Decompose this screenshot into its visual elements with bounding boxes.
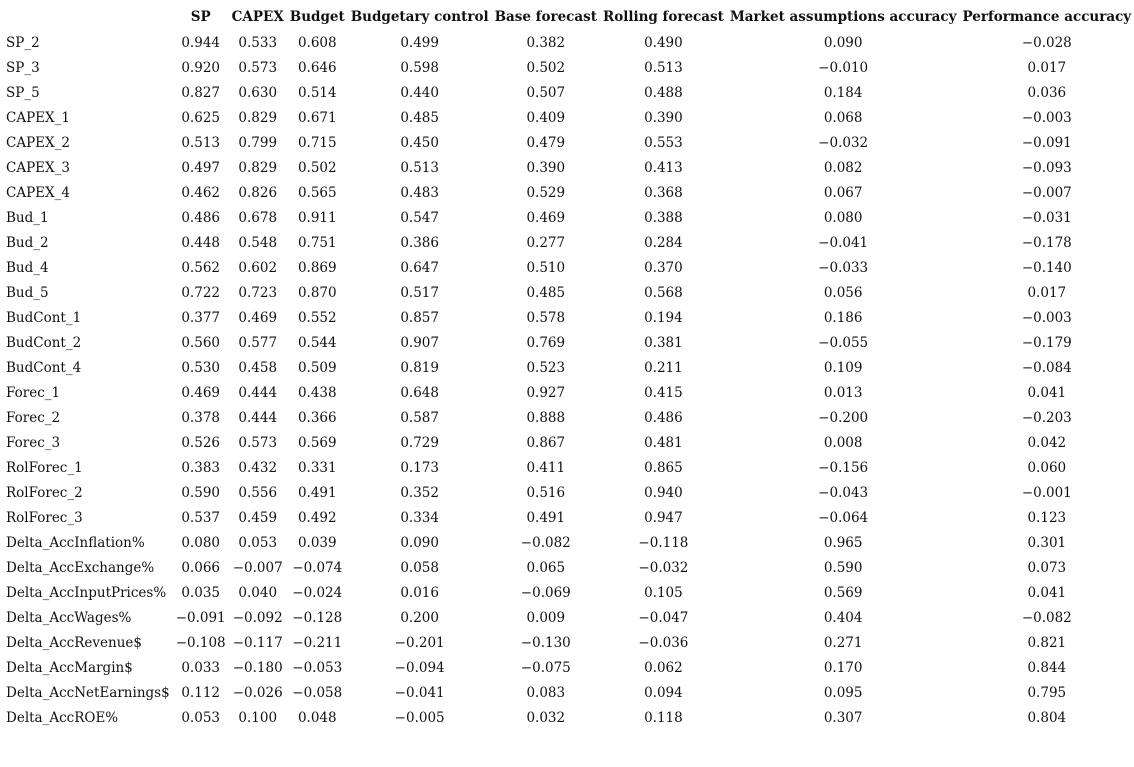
loading-value: 0.194 bbox=[644, 309, 683, 326]
loading-value: 0.094 bbox=[644, 684, 683, 701]
loading-value: 0.562 bbox=[181, 259, 220, 276]
loading-value: 0.458 bbox=[238, 359, 278, 376]
loading-value: 0.590 bbox=[181, 484, 220, 501]
loading-value: 0.123 bbox=[1027, 509, 1067, 526]
loading-value: −0.108 bbox=[175, 634, 226, 651]
loading-value: 0.390 bbox=[526, 159, 566, 176]
loading-value: 0.381 bbox=[644, 334, 683, 351]
row-label: CAPEX_3 bbox=[6, 159, 70, 176]
table-row bbox=[2, 130, 1134, 155]
loading-value: −0.026 bbox=[232, 684, 283, 701]
loading-value: 0.073 bbox=[1027, 559, 1067, 576]
loading-value: 0.352 bbox=[400, 484, 439, 501]
loading-value: 0.334 bbox=[400, 509, 439, 526]
column-header: Budgetary control bbox=[350, 9, 489, 25]
loading-value: 0.109 bbox=[823, 359, 863, 376]
column-header: SP bbox=[190, 9, 211, 25]
loading-value: 0.048 bbox=[297, 709, 337, 726]
loading-value: 0.867 bbox=[526, 434, 566, 451]
table-row bbox=[2, 630, 1134, 655]
loading-value: 0.382 bbox=[526, 34, 566, 51]
loading-value: 0.032 bbox=[526, 709, 566, 726]
table-row bbox=[2, 230, 1134, 255]
loading-value: 0.940 bbox=[644, 484, 683, 501]
loading-value: 0.870 bbox=[297, 284, 337, 301]
loading-value: 0.105 bbox=[644, 584, 683, 601]
loading-value: −0.118 bbox=[638, 534, 689, 551]
loading-value: 0.053 bbox=[181, 709, 220, 726]
loading-value: 0.438 bbox=[297, 384, 337, 401]
table-row bbox=[2, 330, 1134, 355]
row-label: RolForec_3 bbox=[6, 509, 83, 526]
row-label: Forec_2 bbox=[6, 409, 61, 426]
loading-value: 0.568 bbox=[644, 284, 683, 301]
column-header: Rolling forecast bbox=[602, 9, 724, 25]
table-row bbox=[2, 580, 1134, 605]
loading-value: −0.075 bbox=[520, 659, 571, 676]
row-label: CAPEX_4 bbox=[6, 184, 70, 201]
row-label: Forec_3 bbox=[6, 434, 61, 451]
loading-value: 0.118 bbox=[644, 709, 683, 726]
loading-value: 0.715 bbox=[297, 134, 337, 151]
row-label: SP_3 bbox=[6, 59, 40, 76]
loading-value: 0.386 bbox=[400, 234, 439, 251]
loading-value: 0.065 bbox=[526, 559, 566, 576]
loading-value: 0.514 bbox=[297, 84, 337, 101]
loading-value: 0.033 bbox=[181, 659, 220, 676]
loading-value: −0.055 bbox=[818, 334, 869, 351]
loading-value: −0.069 bbox=[520, 584, 571, 601]
loading-value: 0.569 bbox=[823, 584, 863, 601]
loading-value: −0.211 bbox=[292, 634, 343, 651]
loading-value: 0.533 bbox=[238, 34, 278, 51]
loading-value: 0.608 bbox=[297, 34, 337, 51]
loading-value: 0.039 bbox=[297, 534, 337, 551]
row-label: Delta_AccInputPrices% bbox=[6, 584, 167, 601]
loading-value: 0.560 bbox=[181, 334, 220, 351]
loading-value: 0.013 bbox=[823, 384, 863, 401]
loading-value: −0.031 bbox=[1021, 209, 1072, 226]
loading-value: 0.510 bbox=[526, 259, 566, 276]
loading-value: −0.130 bbox=[520, 634, 571, 651]
loading-value: 0.377 bbox=[181, 309, 220, 326]
loading-value: −0.007 bbox=[232, 559, 283, 576]
loading-value: 0.529 bbox=[526, 184, 566, 201]
table-row bbox=[2, 705, 1134, 730]
loading-value: 0.502 bbox=[526, 59, 566, 76]
loading-value: 0.507 bbox=[526, 84, 566, 101]
table-row bbox=[2, 680, 1134, 705]
row-label: Delta_AccInflation% bbox=[6, 534, 145, 551]
loading-value: 0.486 bbox=[644, 409, 683, 426]
loading-value: 0.602 bbox=[238, 259, 278, 276]
row-label: Bud_4 bbox=[6, 259, 49, 276]
loading-value: 0.556 bbox=[238, 484, 278, 501]
table-row bbox=[2, 305, 1134, 330]
loading-value: 0.865 bbox=[644, 459, 683, 476]
loading-value: 0.409 bbox=[526, 109, 566, 126]
loading-value: −0.091 bbox=[1021, 134, 1072, 151]
table-row bbox=[2, 80, 1134, 105]
loading-value: −0.010 bbox=[818, 59, 869, 76]
loading-value: 0.857 bbox=[400, 309, 439, 326]
loading-value: 0.450 bbox=[400, 134, 439, 151]
table-body bbox=[2, 30, 1134, 730]
loading-value: 0.448 bbox=[181, 234, 220, 251]
loading-value: −0.092 bbox=[232, 609, 283, 626]
loading-value: 0.080 bbox=[181, 534, 220, 551]
loading-value: 0.530 bbox=[181, 359, 220, 376]
loading-value: 0.485 bbox=[400, 109, 439, 126]
loading-value: −0.203 bbox=[1021, 409, 1072, 426]
loading-value: −0.093 bbox=[1021, 159, 1072, 176]
loading-value: 0.799 bbox=[238, 134, 278, 151]
row-label: Delta_AccMargin$ bbox=[6, 659, 133, 676]
loading-value: 0.552 bbox=[297, 309, 337, 326]
row-label: Delta_AccROE% bbox=[6, 709, 119, 726]
header-row bbox=[2, 4, 1134, 30]
table-row bbox=[2, 505, 1134, 530]
loading-value: 0.509 bbox=[297, 359, 337, 376]
column-header: CAPEX bbox=[231, 9, 284, 25]
loading-value: 0.083 bbox=[526, 684, 566, 701]
loading-value: 0.630 bbox=[238, 84, 278, 101]
loading-value: 0.751 bbox=[297, 234, 337, 251]
table-row bbox=[2, 430, 1134, 455]
loading-value: 0.090 bbox=[823, 34, 863, 51]
loading-value: 0.058 bbox=[400, 559, 439, 576]
loading-value: −0.082 bbox=[520, 534, 571, 551]
loading-value: 0.016 bbox=[400, 584, 439, 601]
loading-value: 0.062 bbox=[644, 659, 683, 676]
loading-value: 0.331 bbox=[297, 459, 337, 476]
row-label: Forec_1 bbox=[6, 384, 61, 401]
loading-value: −0.082 bbox=[1021, 609, 1072, 626]
loading-value: 0.492 bbox=[297, 509, 337, 526]
loading-value: 0.459 bbox=[238, 509, 278, 526]
loading-value: 0.795 bbox=[1027, 684, 1067, 701]
loading-value: 0.502 bbox=[297, 159, 337, 176]
loading-value: −0.201 bbox=[394, 634, 445, 651]
loading-value: −0.041 bbox=[818, 234, 869, 251]
loading-value: −0.180 bbox=[232, 659, 283, 676]
loading-value: 0.829 bbox=[238, 159, 278, 176]
loading-value: 0.009 bbox=[526, 609, 566, 626]
loading-value: −0.200 bbox=[818, 409, 869, 426]
row-label: BudCont_4 bbox=[6, 359, 82, 376]
loading-value: 0.491 bbox=[526, 509, 566, 526]
loading-value: −0.036 bbox=[638, 634, 689, 651]
loading-value: 0.368 bbox=[644, 184, 683, 201]
loading-value: 0.170 bbox=[823, 659, 863, 676]
loading-value: 0.587 bbox=[400, 409, 439, 426]
loading-value: 0.907 bbox=[400, 334, 439, 351]
loading-value: 0.095 bbox=[823, 684, 863, 701]
table-row bbox=[2, 380, 1134, 405]
table-row bbox=[2, 55, 1134, 80]
loading-value: 0.432 bbox=[238, 459, 278, 476]
loading-value: 0.523 bbox=[526, 359, 566, 376]
loading-value: 0.490 bbox=[644, 34, 683, 51]
loading-value: −0.117 bbox=[232, 634, 283, 651]
loading-value: −0.084 bbox=[1021, 359, 1072, 376]
loading-value: 0.404 bbox=[823, 609, 863, 626]
loading-value: 0.483 bbox=[400, 184, 439, 201]
loading-value: 0.469 bbox=[238, 309, 278, 326]
loading-value: 0.090 bbox=[400, 534, 439, 551]
row-label: Bud_2 bbox=[6, 234, 49, 251]
table-row bbox=[2, 105, 1134, 130]
column-header: Market assumptions accuracy bbox=[729, 9, 957, 25]
loading-value: 0.390 bbox=[644, 109, 683, 126]
loading-value: 0.526 bbox=[181, 434, 220, 451]
loading-value: 0.548 bbox=[238, 234, 278, 251]
loading-value: 0.544 bbox=[297, 334, 337, 351]
row-label: Delta_AccNetEarnings$ bbox=[6, 684, 170, 701]
loading-value: 0.569 bbox=[297, 434, 337, 451]
table-row bbox=[2, 355, 1134, 380]
loading-value: 0.577 bbox=[238, 334, 278, 351]
row-label: Delta_AccWages% bbox=[6, 609, 132, 626]
loading-value: 0.911 bbox=[297, 209, 337, 226]
loading-value: 0.517 bbox=[400, 284, 439, 301]
loading-value: 0.462 bbox=[181, 184, 220, 201]
loading-value: −0.179 bbox=[1021, 334, 1072, 351]
loading-value: 0.927 bbox=[526, 384, 566, 401]
loading-value: 0.944 bbox=[181, 34, 220, 51]
loading-value: 0.573 bbox=[238, 59, 278, 76]
loading-value: 0.271 bbox=[823, 634, 863, 651]
table-row bbox=[2, 605, 1134, 630]
loading-value: 0.819 bbox=[400, 359, 439, 376]
loading-value: 0.769 bbox=[526, 334, 566, 351]
loading-value: 0.869 bbox=[297, 259, 337, 276]
loading-value: 0.100 bbox=[238, 709, 278, 726]
loading-value: 0.481 bbox=[644, 434, 683, 451]
loading-value: 0.578 bbox=[526, 309, 566, 326]
loading-value: 0.671 bbox=[297, 109, 337, 126]
loading-value: −0.178 bbox=[1021, 234, 1072, 251]
row-label: CAPEX_2 bbox=[6, 134, 70, 151]
loading-value: 0.284 bbox=[644, 234, 683, 251]
row-label: SP_5 bbox=[6, 84, 40, 101]
loading-value: 0.486 bbox=[181, 209, 220, 226]
loading-value: 0.491 bbox=[297, 484, 337, 501]
loading-value: 0.513 bbox=[400, 159, 439, 176]
loading-value: 0.041 bbox=[1027, 384, 1067, 401]
loading-value: 0.370 bbox=[644, 259, 683, 276]
loading-value: 0.017 bbox=[1027, 59, 1067, 76]
loading-value: 0.553 bbox=[644, 134, 683, 151]
loading-value: 0.485 bbox=[526, 284, 566, 301]
loading-value: 0.965 bbox=[823, 534, 863, 551]
column-header: Budget bbox=[289, 9, 345, 25]
loading-value: 0.042 bbox=[1027, 434, 1067, 451]
loading-value: −0.003 bbox=[1021, 109, 1072, 126]
loading-value: 0.301 bbox=[1027, 534, 1067, 551]
column-header: Performance accuracy bbox=[962, 9, 1132, 25]
row-label: BudCont_1 bbox=[6, 309, 82, 326]
row-label: RolForec_1 bbox=[6, 459, 83, 476]
loading-value: 0.080 bbox=[823, 209, 863, 226]
row-label: SP_2 bbox=[6, 34, 40, 51]
table-header bbox=[2, 4, 1134, 30]
table-row bbox=[2, 155, 1134, 180]
loading-value: 0.513 bbox=[181, 134, 220, 151]
loading-value: −0.024 bbox=[292, 584, 343, 601]
table-row bbox=[2, 280, 1134, 305]
loading-value: 0.173 bbox=[400, 459, 439, 476]
loading-value: −0.041 bbox=[394, 684, 445, 701]
row-label-header bbox=[2, 4, 173, 30]
loading-value: 0.383 bbox=[181, 459, 220, 476]
loading-value: 0.826 bbox=[238, 184, 278, 201]
loading-value: 0.920 bbox=[181, 59, 220, 76]
loading-value: −0.064 bbox=[818, 509, 869, 526]
loading-value: −0.028 bbox=[1021, 34, 1072, 51]
loading-value: 0.516 bbox=[526, 484, 566, 501]
loading-value: 0.565 bbox=[297, 184, 337, 201]
loading-value: 0.804 bbox=[1027, 709, 1067, 726]
table-row bbox=[2, 655, 1134, 680]
loading-value: −0.001 bbox=[1021, 484, 1072, 501]
loading-value: 0.277 bbox=[526, 234, 566, 251]
loading-value: 0.067 bbox=[823, 184, 863, 201]
loading-value: 0.017 bbox=[1027, 284, 1067, 301]
loading-value: 0.648 bbox=[400, 384, 439, 401]
loading-value: −0.043 bbox=[818, 484, 869, 501]
loading-value: −0.156 bbox=[818, 459, 869, 476]
column-header: Base forecast bbox=[494, 9, 597, 25]
loading-value: −0.005 bbox=[394, 709, 445, 726]
loading-value: 0.211 bbox=[644, 359, 683, 376]
loading-value: 0.200 bbox=[400, 609, 439, 626]
table-row bbox=[2, 530, 1134, 555]
loading-value: −0.074 bbox=[292, 559, 343, 576]
table-row bbox=[2, 480, 1134, 505]
loading-value: 0.186 bbox=[823, 309, 863, 326]
loading-value: 0.497 bbox=[181, 159, 220, 176]
table-row bbox=[2, 405, 1134, 430]
loading-value: 0.573 bbox=[238, 434, 278, 451]
loading-value: 0.041 bbox=[1027, 584, 1067, 601]
loading-value: 0.082 bbox=[823, 159, 863, 176]
loading-value: −0.091 bbox=[175, 609, 226, 626]
loading-value: 0.646 bbox=[297, 59, 337, 76]
row-label: BudCont_2 bbox=[6, 334, 82, 351]
loading-value: 0.411 bbox=[526, 459, 566, 476]
loading-value: 0.469 bbox=[526, 209, 566, 226]
loading-value: −0.003 bbox=[1021, 309, 1072, 326]
loading-value: 0.008 bbox=[823, 434, 863, 451]
loading-value: 0.388 bbox=[644, 209, 683, 226]
loading-value: 0.513 bbox=[644, 59, 683, 76]
loading-value: 0.056 bbox=[823, 284, 863, 301]
cross-loadings-table bbox=[2, 4, 1134, 730]
loading-value: −0.053 bbox=[292, 659, 343, 676]
loading-value: 0.647 bbox=[400, 259, 439, 276]
loading-value: 0.488 bbox=[644, 84, 683, 101]
loading-value: 0.184 bbox=[823, 84, 863, 101]
loading-value: 0.060 bbox=[1027, 459, 1067, 476]
loading-value: 0.112 bbox=[181, 684, 220, 701]
loading-value: 0.722 bbox=[181, 284, 220, 301]
loading-value: 0.947 bbox=[644, 509, 683, 526]
loading-value: 0.547 bbox=[400, 209, 439, 226]
loading-value: 0.729 bbox=[400, 434, 439, 451]
loading-value: 0.499 bbox=[400, 34, 439, 51]
loading-value: −0.128 bbox=[292, 609, 343, 626]
table-row bbox=[2, 180, 1134, 205]
loading-value: −0.032 bbox=[638, 559, 689, 576]
table-row bbox=[2, 30, 1134, 55]
table-row bbox=[2, 205, 1134, 230]
loading-value: 0.590 bbox=[823, 559, 863, 576]
loading-value: 0.444 bbox=[238, 384, 278, 401]
loading-value: 0.469 bbox=[181, 384, 220, 401]
loading-value: 0.307 bbox=[823, 709, 863, 726]
row-label: RolForec_2 bbox=[6, 484, 83, 501]
loading-value: 0.440 bbox=[400, 84, 439, 101]
loading-value: 0.888 bbox=[526, 409, 566, 426]
loading-value: −0.033 bbox=[818, 259, 869, 276]
loading-value: 0.479 bbox=[526, 134, 566, 151]
loading-value: 0.829 bbox=[238, 109, 278, 126]
loading-value: −0.058 bbox=[292, 684, 343, 701]
table-row bbox=[2, 555, 1134, 580]
loading-value: −0.094 bbox=[394, 659, 445, 676]
loading-value: 0.040 bbox=[238, 584, 278, 601]
loading-value: −0.047 bbox=[638, 609, 689, 626]
loading-value: 0.036 bbox=[1027, 84, 1067, 101]
loading-value: 0.625 bbox=[181, 109, 220, 126]
loading-value: 0.378 bbox=[181, 409, 220, 426]
loading-value: 0.827 bbox=[181, 84, 220, 101]
row-label: Delta_AccExchange% bbox=[6, 559, 155, 576]
row-label: Bud_5 bbox=[6, 284, 49, 301]
loading-value: 0.537 bbox=[181, 509, 220, 526]
loading-value: 0.444 bbox=[238, 409, 278, 426]
table-row bbox=[2, 255, 1134, 280]
loading-value: 0.844 bbox=[1027, 659, 1067, 676]
row-label: Delta_AccRevenue$ bbox=[6, 634, 142, 651]
row-label: Bud_1 bbox=[6, 209, 49, 226]
loading-value: 0.068 bbox=[823, 109, 863, 126]
loading-value: 0.415 bbox=[644, 384, 683, 401]
loading-value: 0.413 bbox=[644, 159, 683, 176]
loading-value: 0.066 bbox=[181, 559, 220, 576]
loading-value: 0.678 bbox=[238, 209, 278, 226]
loading-value: 0.035 bbox=[181, 584, 220, 601]
loading-value: 0.366 bbox=[297, 409, 337, 426]
loading-value: 0.821 bbox=[1027, 634, 1067, 651]
loading-value: 0.723 bbox=[238, 284, 278, 301]
loading-value: 0.053 bbox=[238, 534, 278, 551]
row-label: CAPEX_1 bbox=[6, 109, 70, 126]
loading-value: −0.032 bbox=[818, 134, 869, 151]
loading-value: 0.598 bbox=[400, 59, 439, 76]
loading-value: −0.007 bbox=[1021, 184, 1072, 201]
loading-value: −0.140 bbox=[1021, 259, 1072, 276]
table-row bbox=[2, 455, 1134, 480]
